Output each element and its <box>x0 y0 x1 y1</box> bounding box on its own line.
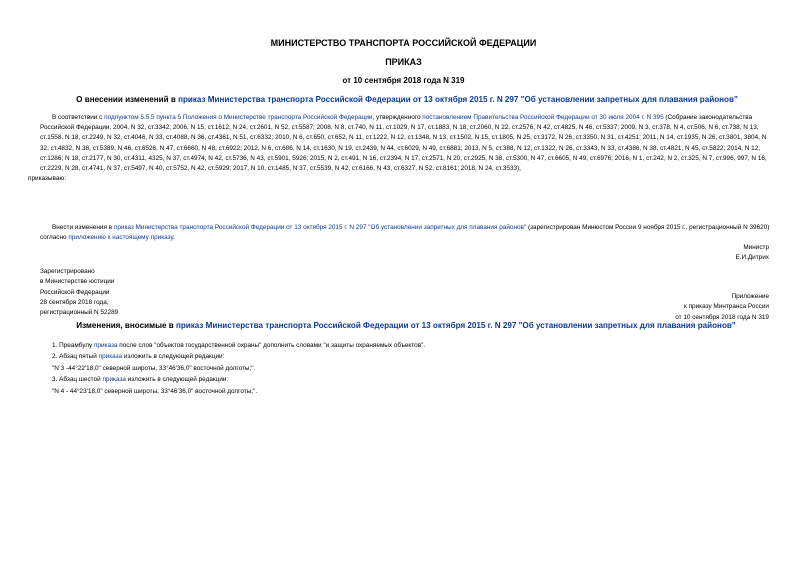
registration-line: в Министерстве юстиции <box>40 278 115 286</box>
order-link[interactable]: приказа <box>98 353 123 361</box>
item-text: 1. Преамбулу <box>52 342 94 349</box>
changes-title <box>40 321 772 330</box>
ministry-heading: МИНИСТЕРСТВО ТРАНСПОРТА РОССИЙСКОЙ ФЕДЕРАЦИИ <box>270 38 537 48</box>
doc-type-heading: ПРИКАЗ <box>385 57 422 67</box>
regulation-link[interactable]: подпунктом 5.5.5 пункта 5 Положения о Министерстве транспорта Российской Федерации <box>104 114 373 121</box>
appendix-line: от 10 сентября 2018 года N 319 <box>675 313 769 321</box>
ordered-label: приказываю: <box>28 175 66 183</box>
registration-line: Зарегистрировано <box>40 268 95 275</box>
list-item-coordinates: "N 3 -44°22'18,0" северной широты, 33°46'36,0" восточной долготы;". <box>52 364 256 372</box>
registration-line: 28 сентября 2018 года, <box>40 298 109 306</box>
registration-line: регистрационный N 52289 <box>40 309 119 317</box>
order-title-link[interactable]: приказ Министерства транспорта Российской Федерации от 13 октября 2015 г. N 297 "Об установлении запретных для плавания районов" <box>178 95 738 104</box>
changes-title-prefix: Изменения, вносимые в <box>76 321 176 330</box>
item-text: после слов "объектов государственной охраны" дополнить словами "и защиты охраняемых объектов". <box>117 342 426 349</box>
signature-position: Министр <box>743 244 769 251</box>
instruction-text-2: (зарегистрирован Минюстом России 9 ноября 2015 г., регистрационный N 39620) согласно <box>40 224 770 242</box>
item-text: изложить в следующей редакции: <box>125 376 229 384</box>
changes-title-link[interactable]: приказ Министерства транспорта Российской Федерации от 13 октября 2015 г. N 297 "Об установлении запретных для плавания районов" <box>175 321 736 330</box>
amended-order-link[interactable]: приказ Министерства транспорта Российской Федерации от 13 октября 2015 г. N 297 "Об установлении запретных для плавания районов" <box>113 224 527 231</box>
order-title-prefix: О внесении изменений в <box>76 95 179 104</box>
order-link[interactable]: приказа <box>102 376 126 384</box>
instruction-paragraph <box>40 223 772 243</box>
preamble-text-2: , утвержденного <box>372 114 423 121</box>
list-item <box>52 351 772 362</box>
list-item-coordinates: "N 4 - 44°23'18,0" северной широты, 33°46'36,0" восточной долготы;". <box>52 387 258 395</box>
list-item <box>52 374 772 385</box>
appendix-link[interactable]: приложению к настоящему приказу <box>68 234 174 242</box>
preamble-text-1: В соответствии с <box>52 114 105 121</box>
item-text: 3. Абзац шестой <box>52 376 103 384</box>
appendix-line: к приказу Минтранса России <box>684 303 769 311</box>
item-text: изложить в следующей редакции: <box>122 353 225 361</box>
government-decree-link[interactable]: постановлением Правительства Российской Федерации от 30 июля 2004 г. N 395 <box>422 114 664 121</box>
appendix-line: Приложение <box>731 293 769 300</box>
date-number: от 10 сентября 2018 года N 319 <box>342 76 465 85</box>
changes-list <box>52 340 772 397</box>
order-title <box>40 95 774 104</box>
registration-line: Российской Федерации <box>40 288 110 296</box>
signature-name: Е.И.Дитрих <box>735 254 769 262</box>
order-link[interactable]: приказа <box>93 342 118 349</box>
item-text: 2. Абзац пятый <box>52 353 99 361</box>
list-item <box>52 340 772 351</box>
preamble-text-3: (Собрание законодательства Российской Федерации, 2004, N 32, ст.3342; 2006, N 15, ст.1612, N 24, ст.2601, N 52, ст.5587; 2008, N 8, ст.740, N 11, ст.1029, N 17, ст.1883, N 18, ст.2060, N 22, ст.2576, N 42, ст.4825, N 46, ст.5337; 2009, N 3, ст.378, N 4, ст.506, N 6, ст.738, N 13, ст.1558, N 18, ст.2249, N 32, ст.4046, N 33, ст.4088, N 36, ст.4361, N 51, ст.6332; 2010, N 6, ст.650, ст.652, N 11, ст.1222, N 12, ст.1348, N 13, ст.1502, N 15, ст.1805, N 25, ст.3172, N 26, ст.3350, N 31, ст.4251; 2011, N 14, ст.1935, N 26, ст.3801, 3804, N 32, ст.4832, N 38, ст.5389, N 46, ст.6526, N 47, ст.6660, N 48, ст.6922; 2012, N 6, ст.686, N 14, ст.1630, N 19, ст.2439, N 44, ст.6029, N 49, ст.6881; 2013, N 5, ст.388, N 12, ст.1322, N 26, ст.3343, N 33, ст.4386, N 38, ст.4821, N 45, ст.5822; 2014, N 12, ст.1286; N 18, ст.2177, N 30, ст.4311, 4325, N 37, ст.4974, N 42, ст.5736, N 43, ст.5901, 5926; 2015, N 2, ст.491, N 16, ст.2394, N 17, ст.2571, N 20, ст.2925, N 38, ст.5300, N 47, ст.6605, N 49, ст.6976; 2016, N 1, ст.242, N 2, ст.325, N 7, ст.996, 997, N 16, ст.2229, N 28, ст.4741, N 37, ст.5497, N 40, ст.5752, N 42, ст.5929; 2017, N 10, ст.1485, N 37, ст.5539, N 42, ст.6166, N 43, ст.6327, N 52, ст.8161; 2018, N 24, ст.3533), <box>40 114 767 173</box>
instruction-text-1: Внести изменения в <box>52 224 114 231</box>
registration-block <box>40 267 118 318</box>
appendix-reference <box>675 292 769 323</box>
preamble-paragraph <box>28 113 772 184</box>
instruction-text-3: . <box>173 234 175 242</box>
signature-block <box>735 243 769 264</box>
